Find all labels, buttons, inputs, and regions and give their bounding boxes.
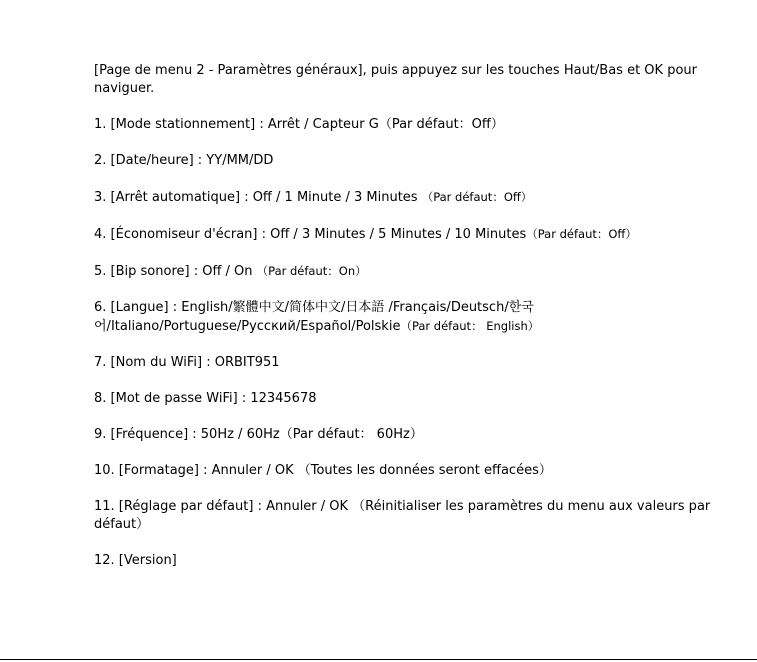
- menu-item-date-time: [94, 152, 714, 170]
- menu-item-format: [94, 462, 714, 480]
- menu-item-text: 11. [Réglage par défaut] : Annuler / OK （Réinitialiser les paramètres du menu aux valeurs par défaut）: [94, 499, 711, 532]
- menu-item-parking-mode: [94, 116, 714, 134]
- menu-item-wifi-password: [94, 390, 714, 408]
- menu-item-auto-off: [94, 188, 714, 207]
- menu-item-text: 9. [Fréquence] : 50Hz / 60Hz（Par défaut： 60Hz）: [94, 427, 423, 442]
- menu-item-beep: [94, 262, 714, 281]
- default-note: （Par défaut：On）: [256, 264, 367, 278]
- menu-item-text: 7. [Nom du WiFi] : ORBIT951: [94, 355, 280, 370]
- intro-paragraph: [Page de menu 2 - Paramètres généraux], puis appuyez sur les touches Haut/Bas et OK pour naviguer.: [94, 63, 697, 96]
- menu-item-text: 5. [Bip sonore] : Off / On: [94, 264, 257, 279]
- menu-item-text: 8. [Mot de passe WiFi] : 12345678: [94, 391, 317, 406]
- default-note: （Par défaut：Off）: [526, 227, 637, 241]
- menu-item-text: 3. [Arrêt automatique] : Off / 1 Minute / 3 Minutes: [94, 190, 422, 205]
- menu-item-text: 12. [Version]: [94, 553, 177, 568]
- manual-page: [94, 62, 714, 588]
- menu-item-text: 10. [Formatage] : Annuler / OK （Toutes les données seront effacées）: [94, 463, 552, 478]
- menu-item-text: 2. [Date/heure] : YY/MM/DD: [94, 153, 274, 168]
- menu-item-version: [94, 552, 714, 570]
- menu-item-frequency: [94, 426, 714, 444]
- menu-item-wifi-name: [94, 354, 714, 372]
- default-note: （Par défaut：Off）: [421, 190, 533, 204]
- menu-item-text: 1. [Mode stationnement] : Arrêt / Capteur G（Par défaut：Off）: [94, 117, 504, 132]
- bottom-divider: [0, 659, 757, 660]
- default-note: （Par défaut： English）: [400, 319, 540, 333]
- menu-item-screensaver: [94, 225, 714, 244]
- menu-item-text: 4. [Économiseur d'écran] : Off / 3 Minutes / 5 Minutes / 10 Minutes: [94, 227, 527, 242]
- menu-item-language: [94, 299, 714, 336]
- menu-item-default-settings: [94, 498, 714, 534]
- menu-item-text: 6. [Langue] : English/繁體中文/简体中文/日本語 /Français/Deutsch/한국어/Italiano/Portuguese/Pусский/Español/Polskie: [94, 300, 534, 334]
